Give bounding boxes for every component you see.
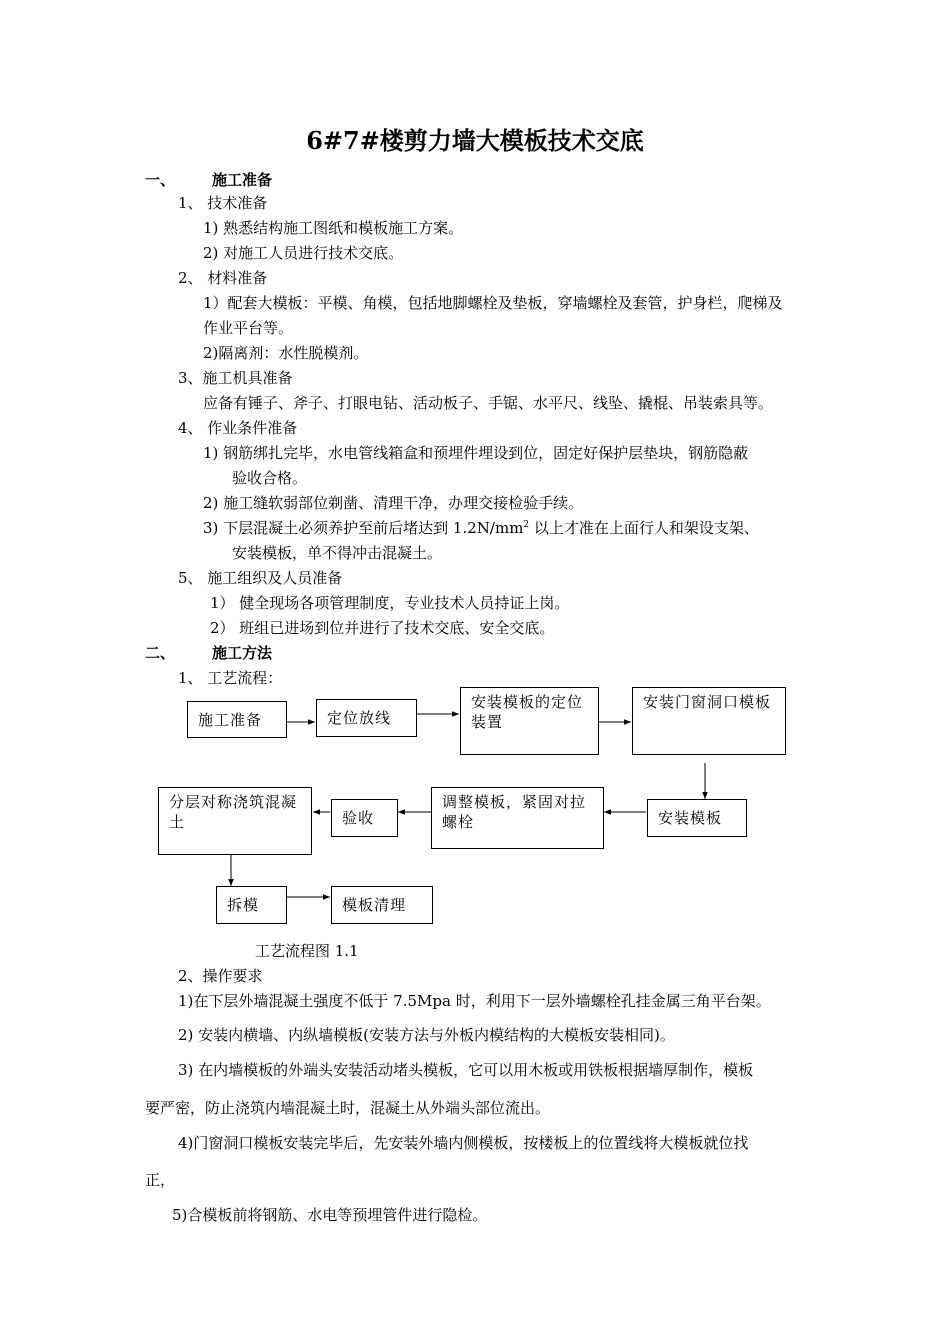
- operation-item: 1)在下层外墙混凝土强度不低于 7.5Mpa 时，利用下一层外墙螺栓孔挂金属三角平台架。: [178, 992, 771, 1010]
- flow-box-clean: 模板清理: [331, 886, 433, 924]
- operation-item: 3) 在内墙模板的外端头安装活动堵头模板，它可以用木板或用铁板根据墙厚制作，模板: [178, 1061, 754, 1079]
- material-prep-line: 作业平台等。: [203, 319, 294, 337]
- material-prep-line: 1）配套大模板：平模、角模，包括地脚螺栓及垫板，穿墙螺栓及套管，护身栏，爬梯及: [203, 294, 783, 312]
- condition-item-cont: 验收合格。: [232, 469, 308, 487]
- material-prep-line: 2)隔离剂：水性脱模剂。: [203, 344, 369, 362]
- tech-prep-label: 1、 技术准备: [178, 194, 268, 212]
- flow-box-adjust: 调整模板，紧固对拉螺栓: [431, 787, 604, 849]
- tech-prep-item: 1) 熟悉结构施工图纸和模板施工方案。: [203, 219, 464, 237]
- condition-item: 1) 钢筋绑扎完毕，水电管线箱盒和预埋件埋设到位，固定好保护层垫块，钢筋隐蔽: [203, 444, 749, 462]
- section2-number: 二、: [145, 644, 176, 662]
- material-prep-label: 2、 材料准备: [178, 269, 268, 287]
- flow-box-pour: 分层对称浇筑混凝土: [158, 787, 312, 855]
- operation-item: 5)合模板前将钢筋、水电等预埋管件进行隐检。: [172, 1206, 488, 1224]
- tech-prep-item: 2) 对施工人员进行技术交底。: [203, 244, 404, 262]
- flow-box-accept: 验收: [331, 799, 398, 837]
- flow-label: 1、 工艺流程：: [178, 669, 283, 687]
- operation-label: 2、操作要求: [178, 967, 263, 985]
- machine-prep-text: 应备有锤子、斧子、打眼电钻、活动板子、手锯、水平尺、线坠、撬棍、吊装索具等。: [203, 394, 774, 412]
- org-prep-item: 2） 班组已进场到位并进行了技术交底、安全交底。: [210, 619, 555, 637]
- flow-box-opening: 安装门窗洞口模板: [632, 687, 786, 755]
- machine-prep-label: 3、施工机具准备: [178, 369, 293, 387]
- section2-heading: 施工方法: [212, 644, 273, 662]
- flow-box-install: 安装模板: [647, 799, 747, 837]
- operation-item: 4)门窗洞口模板安装完毕后，先安装外墙内侧模板，按楼板上的位置线将大模板就位找: [178, 1134, 749, 1152]
- condition-item: 3) 下层混凝土必须养护至前后堵达到 $1.2N/mm^2$ 以上才准在上面行人和架设支架、: [203, 519, 759, 537]
- operation-item-cont: 要严密，防止浇筑内墙混凝土时，混凝土从外端头部位流出。: [145, 1099, 551, 1117]
- section1-number: 一、: [145, 171, 176, 189]
- section1-heading: 施工准备: [212, 171, 273, 189]
- condition-prep-label: 4、 作业条件准备: [178, 419, 298, 437]
- flow-box-layout: 定位放线: [316, 699, 417, 737]
- flow-box-strip: 拆模: [216, 886, 287, 924]
- condition-item: 2) 施工缝软弱部位剃凿、清理干净，办理交接检验手续。: [203, 494, 584, 512]
- flow-box-prep: 施工准备: [187, 701, 287, 738]
- flow-box-position: 安装模板的定位装置: [460, 687, 599, 755]
- condition-item-cont: 安装模板，单不得冲击混凝土。: [232, 544, 443, 562]
- flowchart-caption: 工艺流程图 1.1: [255, 942, 359, 960]
- org-prep-label: 5、 施工组织及人员准备: [178, 569, 343, 587]
- operation-item: 2) 安装内横墙、内纵墙模板(安装方法与外板内模结构的大模板安装相同)。: [178, 1026, 675, 1044]
- page-title: 6#7#楼剪力墙大模板技术交底: [306, 126, 644, 155]
- operation-item-cont: 正，: [145, 1171, 176, 1189]
- org-prep-item: 1） 健全现场各项管理制度，专业技术人员持证上岗。: [210, 594, 570, 612]
